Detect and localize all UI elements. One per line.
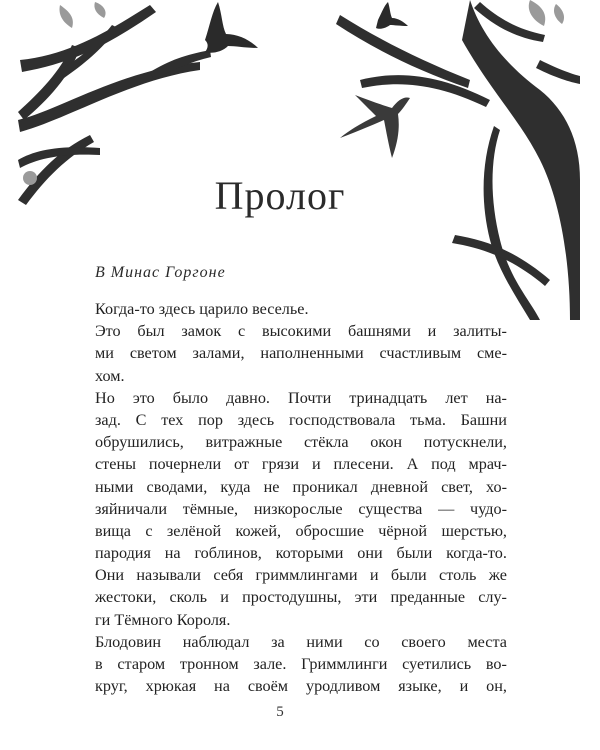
text-line: обрушились, витражные стёкла окон потускнели,	[95, 433, 507, 452]
text-line: жестоки, сколь и простодушны, эти преданные слу-	[95, 588, 507, 607]
text-line: Блодовин наблюдал за ними со своего места	[95, 632, 507, 651]
bird-small-icon	[376, 2, 408, 29]
right-tree-icon	[336, 0, 580, 320]
text-line: Это был замок с высокими башнями и залиты-	[95, 322, 507, 341]
text-line: в старом тронном зале. Гриммлинги суетились во-	[95, 655, 507, 673]
text-line: ными сводами, куда не проникал дневной свет, хо-	[95, 477, 507, 496]
text-line: зяйничали тёмные, низкорослые существа — чудо-	[95, 499, 507, 518]
text-line: стены почернели от грязи и плесени. А под мрач-	[95, 455, 507, 474]
text-line: зад. С тех пор здесь господствовала тьма. Башни	[95, 410, 507, 429]
text-line: ми светом залами, наполненными счастливым сме-	[95, 344, 507, 363]
text-line: хом.	[95, 366, 125, 385]
tree-and-birds-illustration	[0, 0, 600, 330]
text-line: ги Тёмного Короля.	[95, 610, 231, 629]
text-line: Они называли себя гриммлингами и были столь же	[95, 566, 507, 585]
swallow-icon	[340, 95, 410, 158]
text-line: круг, хрюкая на своём уродливом языке, и он,	[95, 677, 507, 696]
text-line: вища с зелёной кожей, обросшие чёрной шерстью,	[95, 521, 507, 540]
bird-icon	[205, 2, 258, 53]
text-line: Когда-то здесь царило веселье.	[95, 300, 309, 318]
page-number: 5	[276, 704, 284, 720]
chapter-subtitle: В Минас Горгоне	[95, 264, 226, 281]
right-leaves-icon	[529, 0, 564, 26]
text-line: Но это было давно. Почти тринадцать лет на-	[95, 388, 507, 407]
chapter-title: Пролог	[214, 173, 346, 218]
text-line: пародия на гоблинов, которыми они были когда-то.	[95, 544, 507, 563]
body-text	[95, 298, 507, 697]
